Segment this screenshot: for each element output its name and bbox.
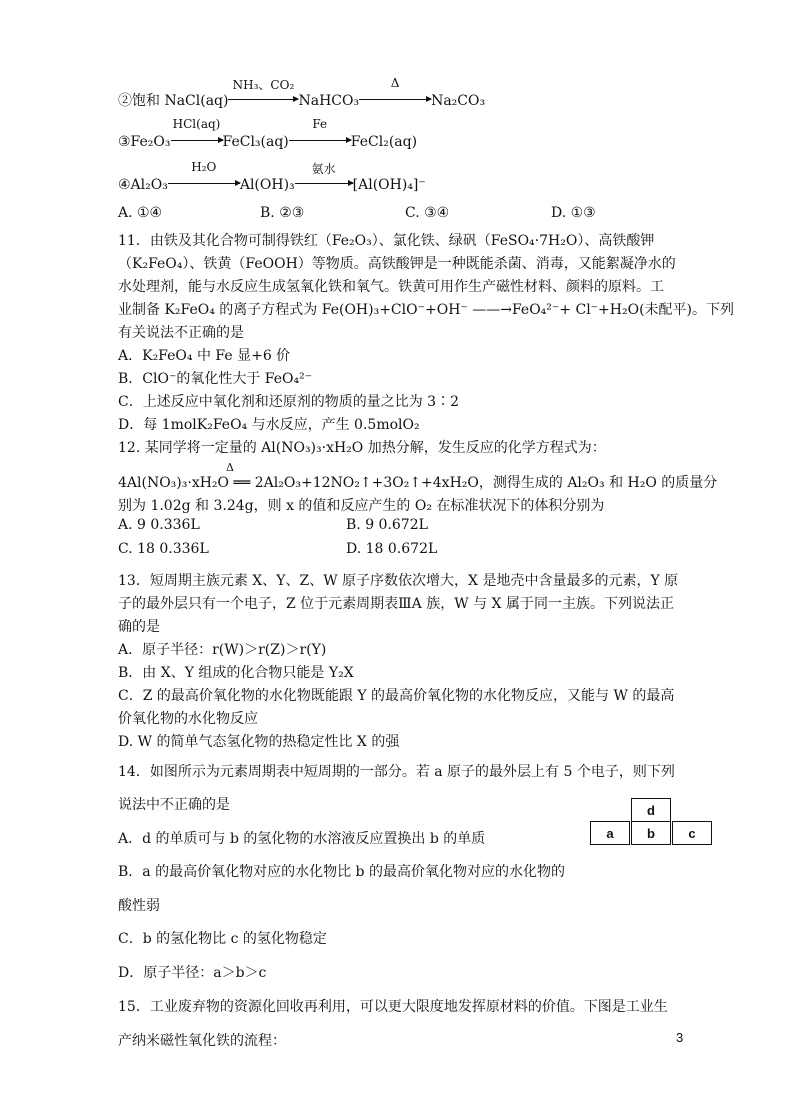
rxn3-end: FeCl₂(aq)	[350, 134, 418, 150]
q10-option-b: B. ②③	[260, 205, 305, 221]
cell-c: c	[672, 821, 712, 845]
rxn4-end: [Al(OH)₄]⁻	[352, 177, 426, 193]
q12-line: 4Al(NO₃)₃·xH₂O ══ 2Al₂O₃+12NO₂↑+3O₂↑+4xH₂O，测得生成的 Al₂O₃ 和 H₂O 的质量分	[118, 475, 718, 491]
q12-line: 12. 某同学将一定量的 Al(NO₃)₃·xH₂O 加热分解，发生反应的化学方程式为：	[118, 440, 606, 456]
q14-line: 说法中不正确的是	[118, 797, 230, 813]
rxn3-arrow1: HCl(aq)	[171, 134, 223, 150]
q14-option-d: D．原子半径：a＞b＞c	[118, 965, 267, 981]
rxn2-arrow2: Δ	[359, 93, 431, 109]
q13-option-c: C．Z 的最高价氧化物的水化物既能跟 Y 的最高价氧化物的水化物反应，又能与 W 的最高	[118, 688, 675, 704]
rxn4-arrow2: 氨水	[295, 177, 353, 193]
q12-option-b: B. 9 0.672L	[346, 517, 428, 533]
q15-line: 15．工业废弃物的资源化回收再利用，可以更大限度地发挥原材料的价值。下图是工业生	[118, 999, 668, 1015]
q11-option-b: B．ClO⁻的氧化性大于 FeO₄²⁻	[118, 371, 313, 387]
q14-option-b-cont: 酸性弱	[118, 898, 160, 914]
q11-option-d: D．每 1molK₂FeO₄ 与水反应，产生 0.5molO₂	[118, 417, 420, 433]
q10-option-a: A. ①④	[118, 205, 163, 221]
cell-d: d	[631, 798, 671, 822]
q11-line: 11．由铁及其化合物可制得铁红（Fe₂O₃）、氯化铁、绿矾（FeSO₄·7H₂O）、高铁酸钾	[118, 233, 655, 249]
q11-option-c: C．上述反应中氧化剂和还原剂的物质的量之比为 3∶2	[118, 394, 459, 410]
q12-option-a: A. 9 0.336L	[118, 517, 200, 533]
q11-line: （K₂FeO₄）、铁黄（FeOOH）等物质。高铁酸钾是一种既能杀菌、消毒，又能絮凝净水的	[118, 256, 676, 272]
q11-line: 有关说法不正确的是	[118, 325, 244, 341]
rxn2-start: ②饱和 NaCl(aq)	[118, 93, 229, 109]
q14-option-b: B．a 的最高价氧化物对应的水化物比 b 的最高价氧化物对应的水化物的	[118, 864, 565, 880]
q13-line: 确的是	[118, 619, 160, 635]
q13-line: 13．短周期主族元素 X、Y、Z、W 原子序数依次增大，X 是地壳中含量最多的元素，Y 原	[118, 573, 679, 589]
rxn4-mid: Al(OH)₃	[239, 177, 295, 193]
q12-line: 别为 1.02g 和 3.24g，则 x 的值和反应产生的 O₂ 在标准状况下的体积分别为	[118, 498, 605, 514]
q14-option-c: C．b 的氢化物比 c 的氢化物稳定	[118, 931, 327, 947]
q11-line: 业制备 K₂FeO₄ 的离子方程式为 Fe(OH)₃+ClO⁻+OH⁻ ——→FeO₄²⁻+ Cl⁻+H₂O(未配平)。下列	[118, 302, 735, 318]
rxn4-arrow1: H₂O	[168, 177, 240, 193]
q11-option-a: A．K₂FeO₄ 中 Fe 显+6 价	[118, 348, 291, 364]
q14-option-a: A．d 的单质可与 b 的氢化物的水溶液反应置换出 b 的单质	[118, 831, 486, 847]
cell-b: b	[631, 821, 671, 845]
q12-option-c: C. 18 0.336L	[118, 541, 209, 557]
q12-option-d: D. 18 0.672L	[346, 541, 438, 557]
q11-line: 水处理剂，能与水反应生成氢氧化铁和氧气。铁黄可用作生产磁性材料、颜料的原料。工	[118, 279, 664, 295]
q10-option-d: D. ①③	[551, 205, 596, 221]
q13-option-b: B．由 X、Y 组成的化合物只能是 Y₂X	[118, 665, 354, 681]
cell-a: a	[590, 821, 630, 845]
q13-line: 子的最外层只有一个电子，Z 位于元素周期表ⅢA 族，W 与 X 属于同一主族。下列说法正	[118, 596, 674, 612]
reaction-3	[118, 117, 418, 150]
rxn4-start: ④Al₂O₃	[118, 177, 168, 193]
rxn3-mid: FeCl₃(aq)	[222, 134, 289, 150]
q10-option-c: C. ③④	[405, 205, 450, 221]
rxn2-arrow1: NH₃、CO₂	[228, 93, 298, 109]
q15-line: 产纳米磁性氧化铁的流程：	[118, 1033, 286, 1049]
q14-line: 14．如图所示为元素周期表中短周期的一部分。若 a 原子的最外层上有 5 个电子，则下列	[118, 764, 675, 780]
q13-option-a: A．原子半径：r(W)＞r(Z)＞r(Y)	[118, 642, 327, 658]
rxn3-arrow2: Fe	[289, 134, 351, 150]
reaction-2	[118, 76, 486, 110]
rxn3-start: ③Fe₂O₃	[118, 134, 171, 150]
rxn2-mid: NaHCO₃	[298, 93, 360, 109]
q12-heat-mark: Δ	[226, 461, 234, 474]
q13-option-c-cont: 价氧化物的水化物反应	[118, 711, 258, 727]
reaction-4	[118, 160, 426, 193]
rxn2-end: Na₂CO₃	[431, 93, 486, 109]
q13-option-d: D. W 的简单气态氢化物的热稳定性比 X 的强	[118, 734, 400, 750]
page-number: 3	[676, 1030, 684, 1045]
